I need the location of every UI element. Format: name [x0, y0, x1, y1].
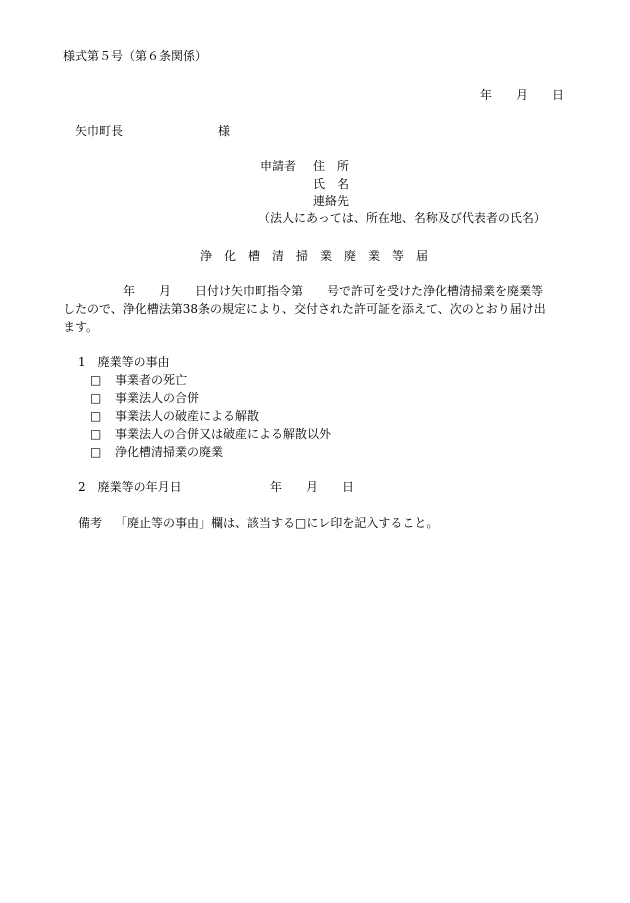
addressee-honorific: 様: [218, 124, 231, 138]
section2-date: 年 月 日: [270, 480, 355, 494]
reason-checkbox[interactable]: □: [90, 445, 102, 459]
applicant-note: （法人にあっては、所在地、名称及び代表者の氏名）: [258, 211, 546, 225]
section1-heading: 1 廃業等の事由: [78, 355, 170, 369]
reason-option: 事業者の死亡: [115, 373, 188, 387]
remarks-label: 備考: [78, 516, 103, 530]
applicant-contact-label: 連絡先: [313, 194, 350, 208]
body-line-2: したので、浄化槽法第38条の規定により、交付された許可証を添えて、次のとおり届け出: [63, 302, 546, 316]
form-label: 様式第５号（第６条関係）: [63, 49, 208, 63]
document-title: 浄 化 槽 清 掃 業 廃 業 等 届: [200, 249, 429, 263]
reason-option: 事業法人の合併又は破産による解散以外: [115, 427, 332, 441]
body-line-3: ます。: [63, 320, 99, 334]
reason-option: 事業法人の合併: [115, 391, 200, 405]
reason-checkbox[interactable]: □: [90, 373, 102, 387]
body-line-1: 年 月 日付け矢巾町指令第 号で許可を受けた浄化槽清掃業を廃業等: [63, 284, 544, 298]
reason-option: 事業法人の破産による解散: [115, 409, 260, 423]
applicant-role: 申請者: [260, 159, 297, 173]
reason-checkbox[interactable]: □: [90, 409, 102, 423]
remarks-text: 「廃止等の事由」欄は、該当する□にレ印を記入すること。: [115, 516, 439, 530]
submission-date: 年 月 日: [480, 88, 565, 102]
applicant-name-label: 氏 名: [313, 177, 350, 191]
reason-option: 浄化槽清掃業の廃業: [115, 445, 224, 459]
reason-checkbox[interactable]: □: [90, 391, 102, 405]
section2-heading: 2 廃業等の年月日: [78, 480, 182, 494]
applicant-address-label: 住 所: [313, 159, 350, 173]
addressee-name: 矢巾町長: [75, 124, 124, 138]
reason-checkbox[interactable]: □: [90, 427, 102, 441]
